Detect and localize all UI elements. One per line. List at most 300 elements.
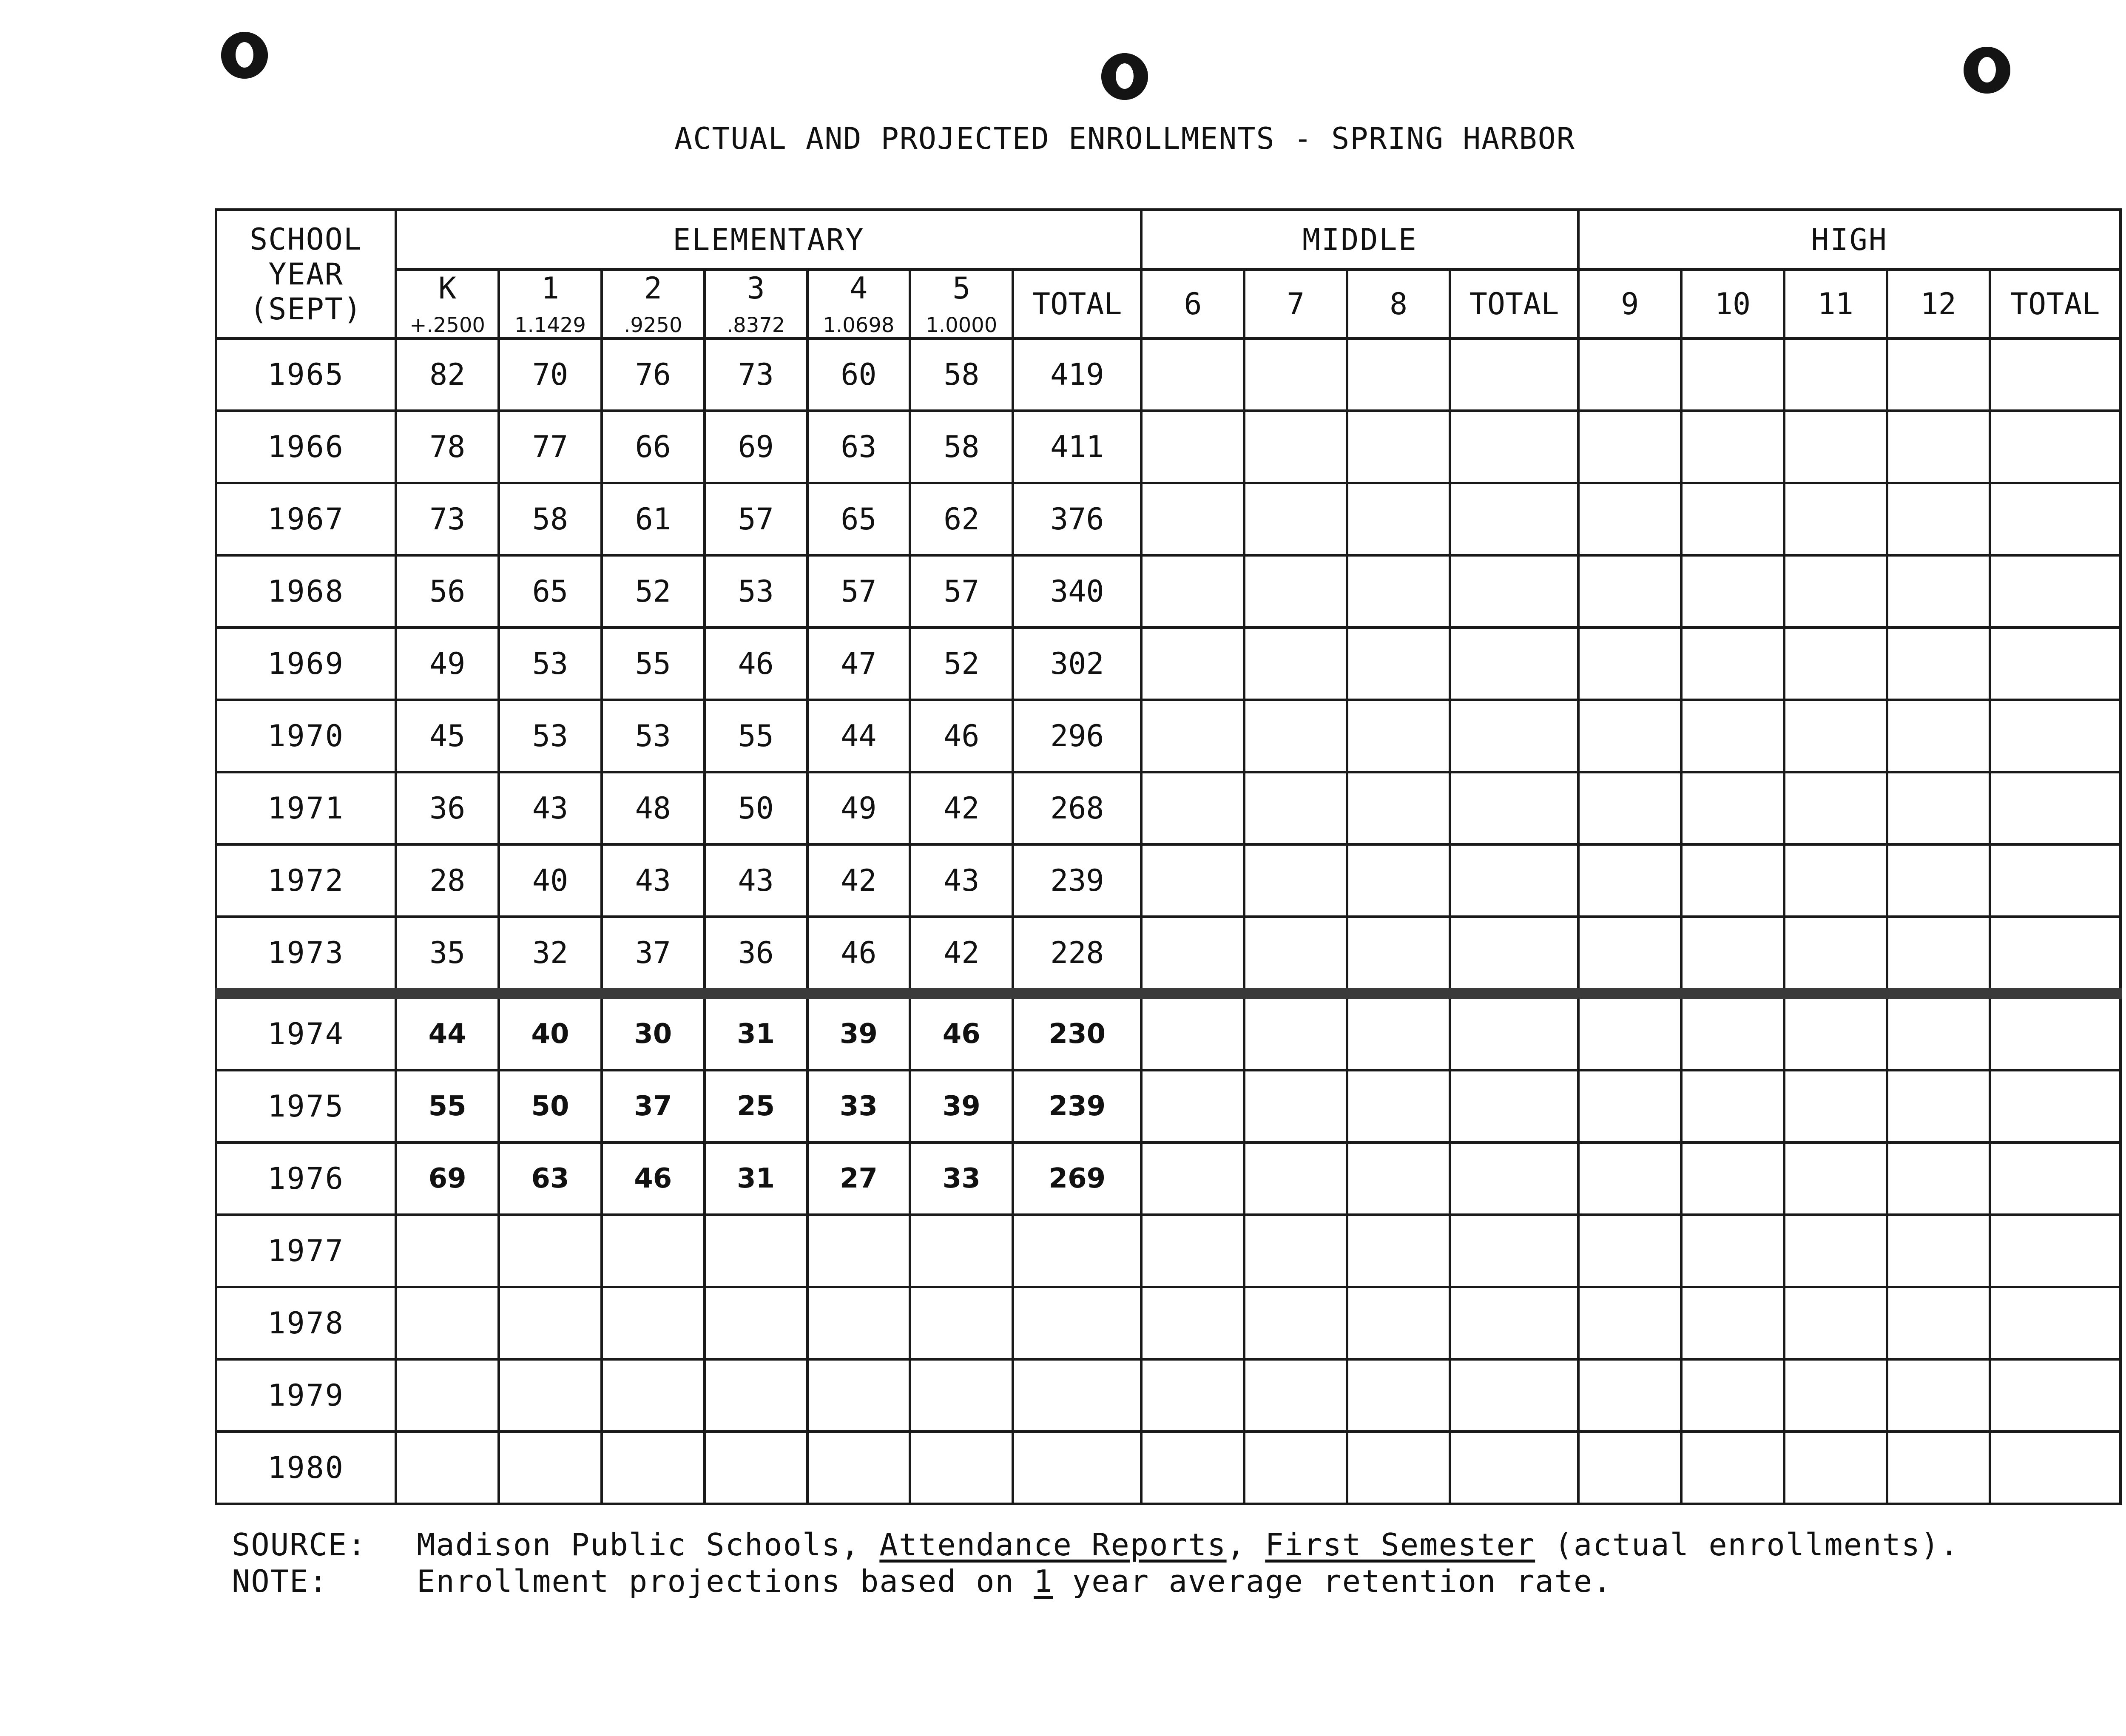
elementary-cell: 65 (807, 483, 910, 555)
high-cell (1990, 411, 2120, 483)
middle-cell (1450, 411, 1578, 483)
high-cell (1681, 483, 1784, 555)
middle-cell (1450, 1070, 1578, 1142)
retention-rate: 1.0000 (926, 313, 998, 337)
elementary-cell: 43 (602, 844, 705, 917)
middle-cell (1244, 628, 1347, 700)
source-tail: (actual enrollments). (1535, 1527, 1959, 1563)
middle-cell (1450, 844, 1578, 917)
middle-cell (1244, 338, 1347, 411)
elementary-cell: 35 (396, 917, 499, 993)
high-cell (1990, 483, 2120, 555)
elementary-total-cell: 239 (1013, 1070, 1141, 1142)
elementary-cell: 73 (705, 338, 807, 411)
table-row (216, 483, 2120, 555)
high-cell (1681, 917, 1784, 993)
middle-cell (1347, 917, 1450, 993)
middle-cell (1347, 338, 1450, 411)
middle-cell (1347, 1070, 1450, 1142)
col-header-12: 12 (1887, 270, 1990, 338)
elementary-cell: 55 (396, 1070, 499, 1142)
middle-cell (1141, 844, 1244, 917)
retention-rate: .8372 (726, 313, 785, 337)
high-cell (1681, 628, 1784, 700)
high-cell (1784, 700, 1887, 772)
middle-cell (1244, 1070, 1347, 1142)
note-year-count: 1 (1034, 1563, 1053, 1599)
elementary-cell (602, 1359, 705, 1432)
middle-cell (1244, 844, 1347, 917)
middle-cell (1244, 483, 1347, 555)
high-cell (1578, 1142, 1681, 1215)
high-cell (1887, 1432, 1990, 1504)
elementary-total-cell (1013, 1359, 1141, 1432)
col-header-k (396, 270, 499, 338)
high-cell (1681, 411, 1784, 483)
high-cell (1681, 700, 1784, 772)
middle-cell (1141, 1432, 1244, 1504)
high-cell (1887, 628, 1990, 700)
middle-cell (1141, 994, 1244, 1070)
high-cell (1578, 1215, 1681, 1287)
high-cell (1578, 917, 1681, 993)
retention-rate: 1.1429 (514, 313, 586, 337)
source-first-semester: First Semester (1265, 1527, 1535, 1563)
table-row (216, 1359, 2120, 1432)
year-header-line-3: (SEPT) (250, 291, 363, 327)
middle-cell (1141, 772, 1244, 844)
high-cell (1990, 1215, 2120, 1287)
high-cell (1887, 917, 1990, 993)
high-cell (1887, 555, 1990, 628)
middle-cell (1141, 555, 1244, 628)
high-cell (1990, 1142, 2120, 1215)
high-cell (1681, 1432, 1784, 1504)
elementary-cell: 46 (807, 917, 910, 993)
elementary-cell: 42 (910, 917, 1013, 993)
col-header-5 (910, 270, 1013, 338)
middle-cell (1141, 700, 1244, 772)
elementary-cell (602, 1432, 705, 1504)
middle-cell (1450, 1359, 1578, 1432)
high-cell (1578, 555, 1681, 628)
high-cell (1887, 1359, 1990, 1432)
elementary-cell: 82 (396, 338, 499, 411)
elementary-header: ELEMENTARY (396, 210, 1141, 270)
year-cell: 1975 (216, 1070, 396, 1142)
elementary-cell (910, 1359, 1013, 1432)
elementary-cell: 66 (602, 411, 705, 483)
high-cell (1784, 555, 1887, 628)
high-cell (1990, 772, 2120, 844)
binder-hole-center (1101, 53, 1148, 100)
elementary-cell: 47 (807, 628, 910, 700)
high-cell (1578, 628, 1681, 700)
elementary-cell (499, 1215, 602, 1287)
elementary-cell: 65 (499, 555, 602, 628)
high-cell (1681, 1142, 1784, 1215)
source-attendance-reports: Attendance Reports (879, 1527, 1227, 1563)
table-row (216, 1142, 2120, 1215)
col-label: 1 (541, 271, 560, 306)
col-header-1 (499, 270, 602, 338)
middle-cell (1244, 994, 1347, 1070)
year-cell: 1973 (216, 917, 396, 993)
elementary-total-cell: 296 (1013, 700, 1141, 772)
middle-cell (1450, 483, 1578, 555)
elementary-cell: 69 (705, 411, 807, 483)
elementary-cell: 57 (807, 555, 910, 628)
elementary-cell: 39 (807, 994, 910, 1070)
high-cell (1887, 483, 1990, 555)
middle-cell (1244, 411, 1347, 483)
year-cell: 1970 (216, 700, 396, 772)
high-cell (1990, 1070, 2120, 1142)
col-label: 2 (644, 271, 662, 306)
high-cell (1681, 844, 1784, 917)
binder-hole-right (1964, 47, 2010, 94)
elementary-cell: 58 (910, 338, 1013, 411)
middle-cell (1141, 628, 1244, 700)
elementary-cell: 30 (602, 994, 705, 1070)
elementary-cell: 58 (910, 411, 1013, 483)
column-header-row (216, 270, 2120, 338)
high-cell (1784, 1359, 1887, 1432)
high-cell (1784, 1215, 1887, 1287)
middle-cell (1141, 1215, 1244, 1287)
high-cell (1990, 1432, 2120, 1504)
elementary-cell (396, 1359, 499, 1432)
elementary-cell: 52 (602, 555, 705, 628)
high-cell (1681, 1359, 1784, 1432)
table-row (216, 1070, 2120, 1142)
elementary-cell: 57 (910, 555, 1013, 628)
elementary-total-cell: 239 (1013, 844, 1141, 917)
middle-cell (1347, 700, 1450, 772)
col-header-11: 11 (1784, 270, 1887, 338)
retention-rate: +.2500 (409, 313, 485, 337)
elementary-cell: 57 (705, 483, 807, 555)
high-cell (1578, 1359, 1681, 1432)
high-cell (1887, 338, 1990, 411)
high-cell (1578, 1070, 1681, 1142)
year-cell: 1978 (216, 1287, 396, 1359)
note-line (232, 1563, 1959, 1600)
col-header-high-total: TOTAL (1990, 270, 2120, 338)
col-header-4 (807, 270, 910, 338)
elementary-cell: 52 (910, 628, 1013, 700)
high-cell (1784, 1287, 1887, 1359)
group-header-row (216, 210, 2120, 270)
middle-cell (1450, 338, 1578, 411)
high-cell (1887, 1142, 1990, 1215)
year-cell: 1967 (216, 483, 396, 555)
middle-cell (1244, 1287, 1347, 1359)
elementary-cell (396, 1287, 499, 1359)
page-title: ACTUAL AND PROJECTED ENROLLMENTS - SPRING HARBOR (674, 121, 1575, 156)
high-cell (1784, 1142, 1887, 1215)
elementary-cell: 33 (807, 1070, 910, 1142)
middle-cell (1347, 1215, 1450, 1287)
elementary-cell: 25 (705, 1070, 807, 1142)
retention-rate: 1.0698 (823, 313, 895, 337)
elementary-cell: 27 (807, 1142, 910, 1215)
middle-cell (1141, 917, 1244, 993)
elementary-cell (499, 1432, 602, 1504)
elementary-cell (807, 1359, 910, 1432)
high-cell (1887, 772, 1990, 844)
high-cell (1578, 1432, 1681, 1504)
middle-cell (1450, 700, 1578, 772)
middle-cell (1347, 1359, 1450, 1432)
elementary-cell (910, 1287, 1013, 1359)
high-cell (1578, 338, 1681, 411)
elementary-cell: 63 (499, 1142, 602, 1215)
table-row (216, 628, 2120, 700)
elementary-cell (807, 1215, 910, 1287)
middle-cell (1347, 1142, 1450, 1215)
middle-cell (1244, 1142, 1347, 1215)
high-cell (1990, 338, 2120, 411)
source-label: SOURCE: (232, 1527, 367, 1563)
note-label: NOTE: (232, 1563, 328, 1599)
year-header-line-2: YEAR (268, 256, 344, 292)
elementary-cell (807, 1432, 910, 1504)
elementary-cell: 44 (396, 994, 499, 1070)
elementary-cell: 53 (499, 700, 602, 772)
elementary-cell: 37 (602, 1070, 705, 1142)
elementary-cell: 36 (705, 917, 807, 993)
high-cell (1887, 700, 1990, 772)
elementary-cell: 53 (499, 628, 602, 700)
high-cell (1990, 628, 2120, 700)
elementary-cell (910, 1215, 1013, 1287)
table-row (216, 772, 2120, 844)
elementary-cell: 78 (396, 411, 499, 483)
year-cell: 1968 (216, 555, 396, 628)
elementary-cell: 56 (396, 555, 499, 628)
middle-cell (1347, 628, 1450, 700)
elementary-cell (602, 1215, 705, 1287)
high-header: HIGH (1578, 210, 2120, 270)
high-cell (1578, 844, 1681, 917)
year-header-line-1: SCHOOL (250, 222, 363, 257)
elementary-cell (705, 1215, 807, 1287)
elementary-cell: 46 (910, 700, 1013, 772)
elementary-cell: 46 (910, 994, 1013, 1070)
middle-cell (1450, 628, 1578, 700)
elementary-total-cell: 269 (1013, 1142, 1141, 1215)
high-cell (1990, 994, 2120, 1070)
elementary-total-cell: 230 (1013, 994, 1141, 1070)
elementary-cell (705, 1432, 807, 1504)
high-cell (1990, 1287, 2120, 1359)
elementary-cell: 73 (396, 483, 499, 555)
elementary-cell: 32 (499, 917, 602, 993)
year-cell: 1974 (216, 994, 396, 1070)
elementary-cell (396, 1215, 499, 1287)
year-cell: 1971 (216, 772, 396, 844)
middle-cell (1141, 483, 1244, 555)
col-header-9: 9 (1578, 270, 1681, 338)
col-label: 3 (747, 271, 765, 306)
middle-cell (1450, 994, 1578, 1070)
elementary-total-cell: 411 (1013, 411, 1141, 483)
middle-cell (1450, 1215, 1578, 1287)
middle-header: MIDDLE (1141, 210, 1578, 270)
middle-cell (1244, 700, 1347, 772)
high-cell (1578, 483, 1681, 555)
elementary-cell: 70 (499, 338, 602, 411)
elementary-cell: 49 (807, 772, 910, 844)
elementary-cell (602, 1287, 705, 1359)
middle-cell (1244, 917, 1347, 993)
elementary-cell (499, 1359, 602, 1432)
high-cell (1681, 994, 1784, 1070)
elementary-cell: 50 (705, 772, 807, 844)
year-cell: 1969 (216, 628, 396, 700)
high-cell (1990, 1359, 2120, 1432)
elementary-total-cell: 302 (1013, 628, 1141, 700)
source-text: Madison Public Schools, (417, 1527, 880, 1563)
elementary-cell (499, 1287, 602, 1359)
high-cell (1784, 1070, 1887, 1142)
middle-cell (1141, 1287, 1244, 1359)
elementary-cell: 55 (705, 700, 807, 772)
elementary-cell: 58 (499, 483, 602, 555)
elementary-cell: 53 (705, 555, 807, 628)
col-header-8: 8 (1347, 270, 1450, 338)
high-cell (1681, 1215, 1784, 1287)
high-cell (1784, 917, 1887, 993)
elementary-cell: 33 (910, 1142, 1013, 1215)
elementary-total-cell: 376 (1013, 483, 1141, 555)
elementary-total-cell: 340 (1013, 555, 1141, 628)
high-cell (1578, 772, 1681, 844)
middle-cell (1141, 1070, 1244, 1142)
elementary-cell (396, 1432, 499, 1504)
year-cell: 1965 (216, 338, 396, 411)
elementary-total-cell (1013, 1432, 1141, 1504)
elementary-total-cell (1013, 1215, 1141, 1287)
high-cell (1578, 411, 1681, 483)
table-row (216, 994, 2120, 1070)
col-header-elementary-total: TOTAL (1013, 270, 1141, 338)
high-cell (1681, 1287, 1784, 1359)
middle-cell (1244, 1215, 1347, 1287)
col-header-2 (602, 270, 705, 338)
high-cell (1681, 1070, 1784, 1142)
year-cell: 1977 (216, 1215, 396, 1287)
source-line (232, 1526, 1959, 1563)
middle-cell (1347, 555, 1450, 628)
high-cell (1784, 994, 1887, 1070)
binder-hole-left (221, 32, 268, 79)
elementary-cell: 50 (499, 1070, 602, 1142)
high-cell (1681, 555, 1784, 628)
middle-cell (1141, 411, 1244, 483)
elementary-cell (705, 1287, 807, 1359)
high-cell (1887, 1215, 1990, 1287)
middle-cell (1141, 1142, 1244, 1215)
middle-cell (1347, 844, 1450, 917)
elementary-cell: 46 (705, 628, 807, 700)
col-label: 4 (850, 271, 868, 306)
table-row (216, 411, 2120, 483)
high-cell (1784, 628, 1887, 700)
high-cell (1990, 844, 2120, 917)
table-row (216, 844, 2120, 917)
elementary-cell (705, 1359, 807, 1432)
middle-cell (1450, 917, 1578, 993)
elementary-cell: 42 (807, 844, 910, 917)
elementary-cell: 43 (910, 844, 1013, 917)
year-cell: 1972 (216, 844, 396, 917)
middle-cell (1244, 1432, 1347, 1504)
source-separator: , (1226, 1527, 1265, 1563)
col-header-10: 10 (1681, 270, 1784, 338)
high-cell (1578, 1287, 1681, 1359)
elementary-cell: 28 (396, 844, 499, 917)
footer-notes (232, 1526, 1959, 1600)
middle-cell (1244, 555, 1347, 628)
high-cell (1681, 772, 1784, 844)
table-row (216, 700, 2120, 772)
elementary-cell: 49 (396, 628, 499, 700)
elementary-cell: 45 (396, 700, 499, 772)
middle-cell (1347, 1287, 1450, 1359)
middle-cell (1347, 772, 1450, 844)
high-cell (1990, 555, 2120, 628)
middle-cell (1347, 411, 1450, 483)
note-tail: year average retention rate. (1053, 1563, 1612, 1599)
middle-cell (1244, 1359, 1347, 1432)
high-cell (1990, 917, 2120, 993)
elementary-cell: 69 (396, 1142, 499, 1215)
middle-cell (1450, 1142, 1578, 1215)
high-cell (1990, 700, 2120, 772)
high-cell (1784, 338, 1887, 411)
elementary-cell: 53 (602, 700, 705, 772)
middle-cell (1450, 772, 1578, 844)
year-cell: 1976 (216, 1142, 396, 1215)
table-row (216, 555, 2120, 628)
elementary-cell: 46 (602, 1142, 705, 1215)
note-text: Enrollment projections based on (417, 1563, 1034, 1599)
high-cell (1578, 994, 1681, 1070)
elementary-cell: 40 (499, 994, 602, 1070)
middle-cell (1347, 994, 1450, 1070)
enrollment-table (215, 208, 2122, 1505)
elementary-cell: 36 (396, 772, 499, 844)
elementary-cell: 31 (705, 1142, 807, 1215)
table-row (216, 1287, 2120, 1359)
high-cell (1784, 844, 1887, 917)
elementary-cell: 37 (602, 917, 705, 993)
high-cell (1578, 700, 1681, 772)
elementary-total-cell: 228 (1013, 917, 1141, 993)
year-cell: 1979 (216, 1359, 396, 1432)
elementary-cell: 61 (602, 483, 705, 555)
high-cell (1784, 411, 1887, 483)
retention-rate: .9250 (624, 313, 682, 337)
elementary-cell (807, 1287, 910, 1359)
col-label: 5 (952, 271, 971, 306)
elementary-cell: 39 (910, 1070, 1013, 1142)
high-cell (1887, 411, 1990, 483)
school-year-header (216, 210, 396, 338)
elementary-cell (910, 1432, 1013, 1504)
